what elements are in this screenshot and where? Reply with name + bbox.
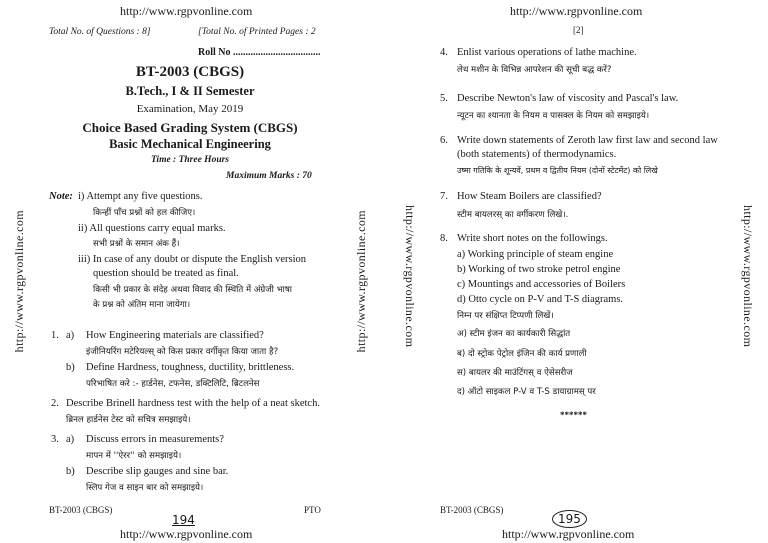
note-3-hi-line2: के प्रश्न को अंतिम माना जायेगा।	[93, 300, 191, 310]
question-8a-en: a) Working principle of steam engine	[457, 249, 614, 260]
question-3b-hi: स्लिप गेज व साइन बार को समझाइये।	[86, 483, 204, 493]
paper-code: BT-2003 (CBGS)	[135, 64, 245, 80]
note-3-en-line1: iii) In case of any doubt or dispute the English version	[78, 254, 307, 265]
question-5-number: 5.	[440, 93, 448, 104]
question-1a-en: How Engineering materials are classified?	[86, 330, 264, 341]
vertical-url-left-edge: http://www.rgpvonline.com	[12, 210, 26, 353]
subject-title: Basic Mechanical Engineering	[109, 137, 271, 151]
vertical-url-left-inner: http://www.rgpvonline.com	[354, 210, 368, 353]
page-number: [2]	[573, 25, 584, 35]
question-8-hi: निम्न पर संक्षिप्त टिप्पणी लिखें।	[457, 311, 554, 321]
note-3-hi-line1: किसी भी प्रकार के संदेह अथवा विवाद की स्थिति में अंग्रेजी भाषा	[93, 285, 293, 295]
note-2-en: ii) All questions carry equal marks.	[78, 223, 226, 234]
question-3a-en: Discuss errors in measurements?	[86, 434, 224, 445]
question-3a-hi: मापन में ''ऐरर'' को समझाइये।	[86, 451, 182, 461]
question-4-hi: लेथ मशीन के विभिन्न आपरेशन की सूची बद्ध करें?	[457, 65, 612, 75]
note-3-en-line2: question should be treated as final.	[93, 268, 239, 279]
page-mark-handwritten: 194	[172, 513, 195, 527]
question-8b-en: b) Working of two stroke petrol engine	[457, 264, 621, 275]
grading-system: Choice Based Grading System (CBGS)	[82, 120, 298, 135]
footer-code: BT-2003 (CBGS)	[440, 505, 504, 515]
question-7-hi: स्टीम बायलरस् का वर्गीकरण लिखे।.	[457, 210, 569, 220]
question-6-en-line1: Write down statements of Zeroth law first law and second law	[457, 135, 718, 146]
question-3-number: 3.	[51, 434, 59, 445]
watermark-url-bottom: http://www.rgpvonline.com	[502, 527, 635, 541]
question-4-number: 4.	[440, 47, 448, 58]
question-8-number: 8.	[440, 233, 448, 244]
question-5-en: Describe Newton's law of viscosity and Pascal's law.	[457, 93, 679, 104]
footer-code: BT-2003 (CBGS)	[49, 505, 113, 515]
question-1a-hi: इंजीनियरिंग मटेरियल्स् को किस प्रकार वर्गीकृत किया जाता है?	[86, 347, 279, 357]
question-2-en: Describe Brinell hardness test with the help of a neat sketch.	[66, 398, 320, 409]
question-7-en: How Steam Boilers are classified?	[457, 191, 602, 202]
note-1-hi: किन्हीं पाँच प्रश्नों को हल कीजिए।	[93, 208, 196, 218]
right-page	[384, 0, 768, 543]
course-title: B.Tech., I & II Semester	[125, 84, 255, 98]
question-3b-label: b)	[66, 466, 75, 477]
watermark-url-top: http://www.rgpvonline.com	[120, 4, 253, 18]
vertical-url-right-inner: http://www.rgpvonline.com	[403, 205, 417, 348]
question-8c-en: c) Mountings and accessories of Boilers	[457, 279, 626, 290]
question-8a-hi: अ) स्टीम इंजन का कार्यकारी सिद्धांत	[457, 329, 571, 339]
vertical-url-right-edge: http://www.rgpvonline.com	[741, 205, 755, 348]
roll-no: Roll No ...................................	[198, 47, 321, 58]
question-8d-en: d) Otto cycle on P-V and T-S diagrams.	[457, 294, 624, 305]
question-3a-label: a)	[66, 434, 75, 445]
question-4-en: Enlist various operations of lathe machine.	[457, 47, 637, 58]
watermark-url-top: http://www.rgpvonline.com	[510, 4, 643, 18]
question-6-number: 6.	[440, 135, 448, 146]
question-1b-en: Define Hardness, toughness, ductility, brittleness.	[86, 362, 295, 373]
question-1b-label: b)	[66, 362, 75, 373]
question-5-hi: न्यूटन का श्यानता के नियम व पासक्ल के नियम को समझाइये।	[457, 111, 650, 121]
total-pages: [Total No. of Printed Pages : 2	[198, 27, 316, 37]
question-8d-hi: द) ऑटो साइकल P-V व T-S डायाग्रामस् पर	[457, 387, 596, 397]
note-2-hi: सभी प्रश्नों के समान अंक हैं।	[93, 239, 180, 249]
question-2-hi: ब्रिनल हार्डनेस टेस्ट को सचित्र समझाइये।	[66, 415, 191, 425]
watermark-url-bottom: http://www.rgpvonline.com	[120, 527, 253, 541]
end-stars: ******	[560, 410, 587, 420]
question-8-en: Write short notes on the followings.	[457, 233, 608, 244]
question-6-hi: उष्मा गतिकि के शून्यवें, प्रथम व द्वितीय नियम (दोनों स्टेटमेंट) को लिखे	[457, 166, 658, 175]
question-2-number: 2.	[51, 398, 59, 409]
exam-session: Examination, May 2019	[136, 103, 244, 115]
question-1-number: 1.	[51, 330, 59, 341]
question-8b-hi: ब) दो स्ट्रोक पेट्रोल इंजिन की कार्य प्रणाली	[457, 349, 587, 359]
note-label: Note:	[49, 191, 73, 202]
total-questions: Total No. of Questions : 8]	[49, 27, 151, 37]
question-6-en-line2: (both statements) of thermodynamics.	[457, 149, 617, 160]
question-7-number: 7.	[440, 191, 448, 202]
question-3b-en: Describe slip gauges and sine bar.	[86, 466, 229, 477]
note-1-en: i) Attempt any five questions.	[78, 191, 203, 202]
question-8c-hi: स) बायलर की माउंटिंगस् व ऐसेसरीज	[457, 368, 573, 378]
footer-pto: PTO	[304, 505, 321, 515]
max-marks: Maximum Marks : 70	[226, 171, 312, 181]
question-1b-hi: परिभाषित करे :- हार्डनेस, टफनेस, डक्टिलिटि, ब्रिटलनेस	[86, 379, 260, 389]
page-mark-circled: 195	[552, 510, 587, 528]
time-allowed: Time : Three Hours	[150, 155, 230, 165]
page-mark-handwritten	[552, 512, 587, 526]
question-1a-label: a)	[66, 330, 75, 341]
